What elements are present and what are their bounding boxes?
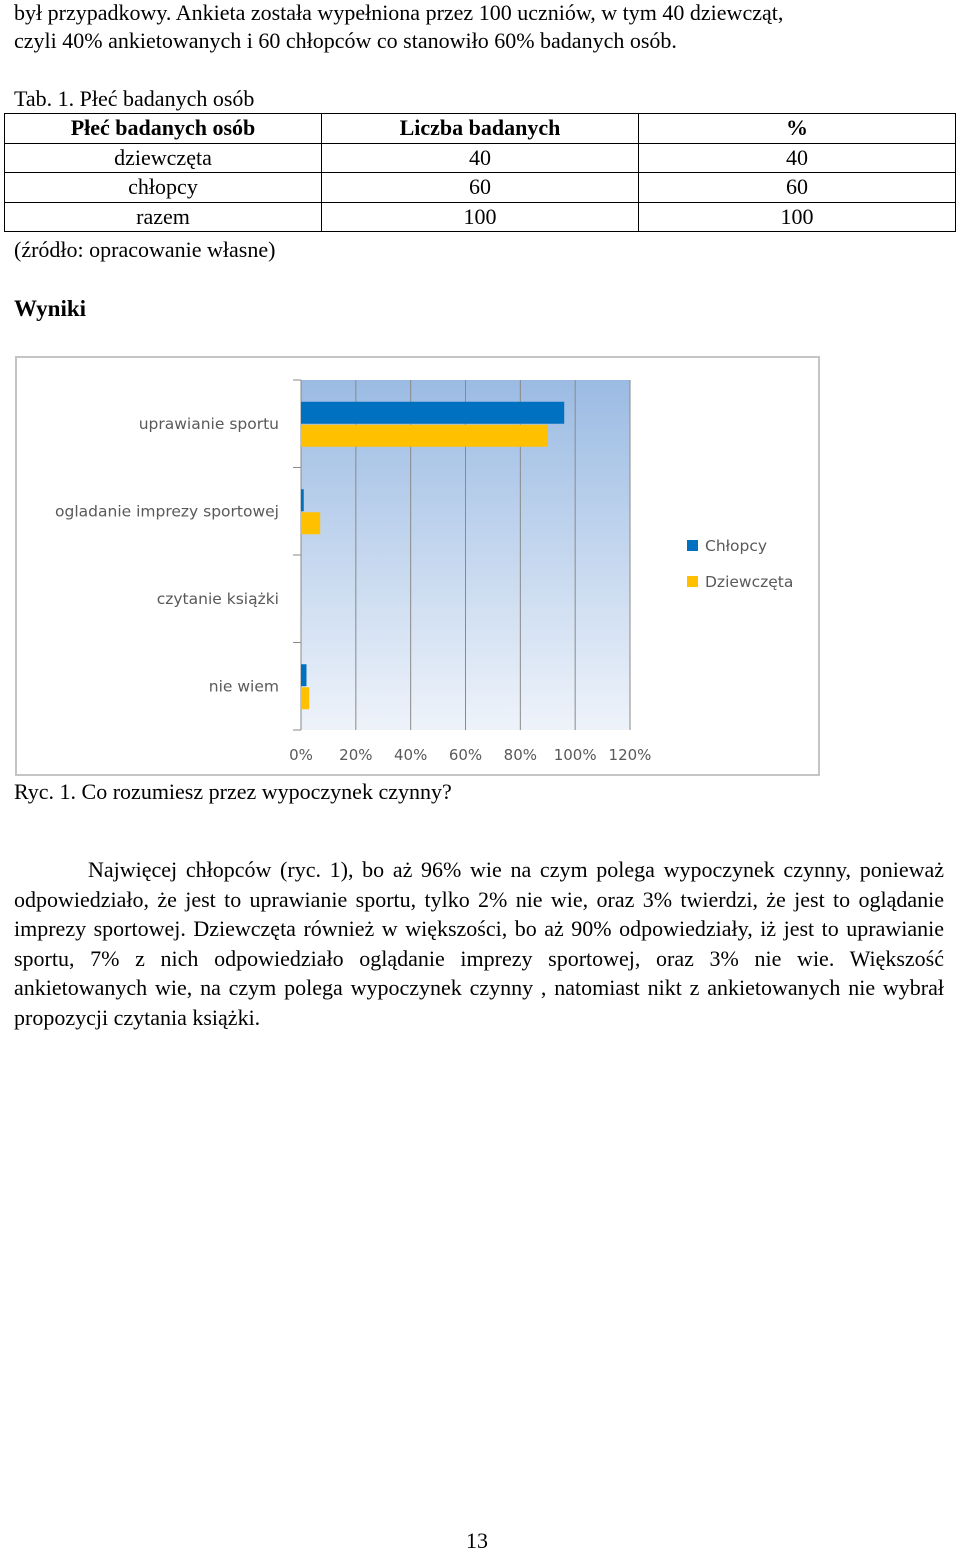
table-source: (źródło: opracowanie własne) [14, 237, 276, 262]
bar [301, 512, 320, 534]
legend-label: Dziewczęta [705, 573, 794, 591]
intro-line-2: czyli 40% ankietowanych i 60 chłopców co stanowiło 60% badanych osób. [14, 28, 677, 53]
table-cell: dziewczęta [5, 143, 322, 173]
y-category-label: uprawianie sportu [138, 414, 279, 433]
intro-line-1: był przypadkowy. Ankieta została wypełniona przez 100 uczniów, w tym 40 dziewcząt, [14, 0, 784, 25]
section-heading: Wyniki [14, 296, 87, 321]
legend-swatch [687, 540, 698, 551]
chart-frame [15, 356, 820, 776]
table-row [5, 143, 956, 173]
table-cell: 100 [639, 202, 956, 232]
table-cell: 100 [322, 202, 639, 232]
table-header-cell: % [639, 114, 956, 144]
bar [301, 489, 304, 511]
table-cell: 40 [322, 143, 639, 173]
body-paragraph: Najwięcej chłopców (ryc. 1), bo aż 96% wie na czym polega wypoczynek czynny, ponieważ odpowiedziało, że jest to uprawianie sportu, tylko 2% nie wie, oraz 3% twierdzi, że jest to oglądanie imprezy sportowej. Dziewczęta również w większości, bo aż 90% odpowiedziały, iż jest to uprawianie sportu, 7% z nich odpowiedziało oglądanie imprezy sportowej, oraz 3% nie wie. Większość ankietowanych wie, na czym polega wypoczynek czynny , natomiast nikt z ankietowanych nie wybrał propozycji czytania książki. [14, 857, 944, 1030]
x-tick-label: 40% [393, 746, 428, 764]
x-tick-label: 20% [339, 746, 373, 764]
legend-label: Chłopcy [705, 537, 768, 555]
table-caption: Tab. 1. Płeć badanych osób [14, 86, 255, 111]
table-cell: chłopcy [5, 173, 322, 203]
y-category-label: ogladanie imprezy sportowej [55, 502, 279, 521]
bar-chart [17, 358, 818, 774]
x-tick-label: 0% [289, 746, 313, 764]
table-row [5, 173, 956, 203]
page-number: 13 [466, 1528, 488, 1553]
y-category-label: nie wiem [208, 677, 279, 696]
x-tick-label: 120% [608, 746, 652, 764]
bar [301, 664, 306, 686]
bar [301, 402, 564, 424]
x-tick-label: 100% [553, 746, 597, 764]
table-header-cell: Liczba badanych [322, 114, 639, 144]
bar [301, 425, 548, 447]
table-row [5, 202, 956, 232]
y-category-label: czytanie książki [156, 589, 279, 608]
x-tick-label: 80% [503, 746, 538, 764]
gender-table [4, 113, 956, 232]
x-tick-label: 60% [448, 746, 483, 764]
table-cell: 60 [639, 173, 956, 203]
table-cell: razem [5, 202, 322, 232]
figure-caption: Ryc. 1. Co rozumiesz przez wypoczynek czynny? [14, 779, 452, 804]
table-header-row [5, 114, 956, 144]
legend-swatch [687, 576, 698, 587]
bar [301, 687, 309, 709]
table-cell: 60 [322, 173, 639, 203]
table-cell: 40 [639, 143, 956, 173]
table-header-cell: Płeć badanych osób [5, 114, 322, 144]
